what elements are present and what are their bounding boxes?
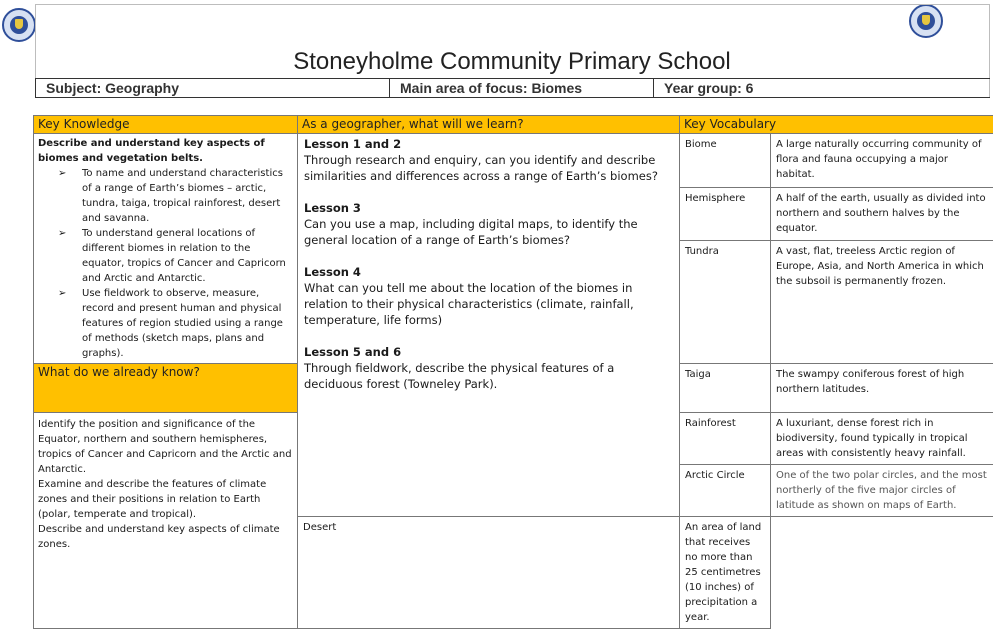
vocab-definition: A luxuriant, dense forest rich in biodiversity, found typically in tropical areas with consistently heavy rainfall. — [771, 413, 993, 465]
key-vocabulary-heading: Key Vocabulary — [680, 116, 993, 134]
key-knowledge-body — [34, 134, 298, 364]
lesson-title: Lesson 4 — [304, 265, 361, 279]
school-name: Stoneyholme Community Primary School — [0, 48, 993, 76]
subject-label: Subject: Geography — [35, 79, 390, 97]
list-item: ➢ To name and understand characteristics of a range of Earth’s biomes – arctic, tundra, taiga, tropical rainforest, desert and savanna. — [54, 166, 293, 226]
lesson-title: Lesson 3 — [304, 201, 361, 215]
lessons-body — [298, 134, 680, 517]
vocab-definition: One of the two polar circles, and the most northerly of the five major circles of latitude as shown on maps of Earth. — [771, 465, 993, 517]
already-know-heading: What do we already know? — [34, 364, 298, 413]
vocab-term: Taiga — [680, 364, 771, 413]
lesson-title: Lesson 5 and 6 — [304, 345, 401, 359]
school-logo-left — [2, 8, 36, 42]
lesson-block — [304, 200, 673, 248]
arrow-bullet-icon: ➢ — [58, 286, 66, 301]
key-knowledge-intro: Describe and understand key aspects of biomes and vegetation belts. — [38, 138, 265, 164]
focus-label: Main area of focus: Biomes — [390, 79, 654, 97]
prior-knowledge-line: Describe and understand key aspects of climate zones. — [38, 522, 293, 552]
vocab-definition: An area of land that receives no more than 25 centimetres (10 inches) of precipitation a year. — [680, 517, 771, 629]
lesson-block — [304, 344, 673, 392]
lesson-block — [304, 264, 673, 328]
vocab-definition: A large naturally occurring community of flora and fauna occupying a major habitat. — [771, 134, 993, 188]
key-knowledge-heading: Key Knowledge — [34, 116, 298, 134]
prior-knowledge-line: Identify the position and significance of the Equator, northern and southern hemispheres, tropics of Cancer and Capricorn and the Arctic and Antarctic. — [38, 417, 293, 477]
learn-heading: As a geographer, what will we learn? — [298, 116, 680, 134]
arrow-bullet-icon: ➢ — [58, 226, 66, 241]
lesson-text: Through fieldwork, describe the physical features of a deciduous forest (Towneley Park). — [304, 361, 614, 391]
vocab-definition: The swampy coniferous forest of high northern latitudes. — [771, 364, 993, 413]
vocab-term: Tundra — [680, 241, 771, 364]
lesson-title: Lesson 1 and 2 — [304, 137, 401, 151]
vocab-term: Desert — [298, 517, 680, 629]
knowledge-organiser-table — [33, 115, 993, 629]
vocab-term: Hemisphere — [680, 187, 771, 241]
year-group-label: Year group: 6 — [654, 79, 989, 97]
info-row — [35, 78, 990, 98]
vocab-definition: A vast, flat, treeless Arctic region of Europe, Asia, and North America in which the subsoil is permanently frozen. — [771, 241, 993, 364]
already-know-body — [34, 413, 298, 629]
lesson-text: Can you use a map, including digital maps, to identify the general location of a range of Earth’s biomes? — [304, 217, 638, 247]
vocab-term: Biome — [680, 134, 771, 188]
lesson-text: Through research and enquiry, can you identify and describe similarities and differences across a range of Earth’s biomes? — [304, 153, 658, 183]
vocab-term: Rainforest — [680, 413, 771, 465]
list-item: ➢ To understand general locations of different biomes in relation to the equator, tropics of Cancer and Capricorn and Arctic and Antarctic. — [54, 226, 293, 286]
key-knowledge-list — [38, 166, 293, 361]
vocab-term: Arctic Circle — [680, 465, 771, 517]
arrow-bullet-icon: ➢ — [58, 166, 66, 181]
lesson-block — [304, 136, 673, 184]
prior-knowledge-line: Examine and describe the features of climate zones and their positions in relation to Earth (polar, temperate and tropical). — [38, 477, 293, 522]
lesson-text: What can you tell me about the location of the biomes in relation to their physical characteristics (climate, rainfall, temperature, life forms) — [304, 281, 634, 327]
list-item: ➢ Use fieldwork to observe, measure, record and present human and physical features of region studied using a range of methods (sketch maps, plans and graphs). — [54, 286, 293, 361]
vocab-definition: A half of the earth, usually as divided into northern and southern halves by the equator. — [771, 187, 993, 241]
